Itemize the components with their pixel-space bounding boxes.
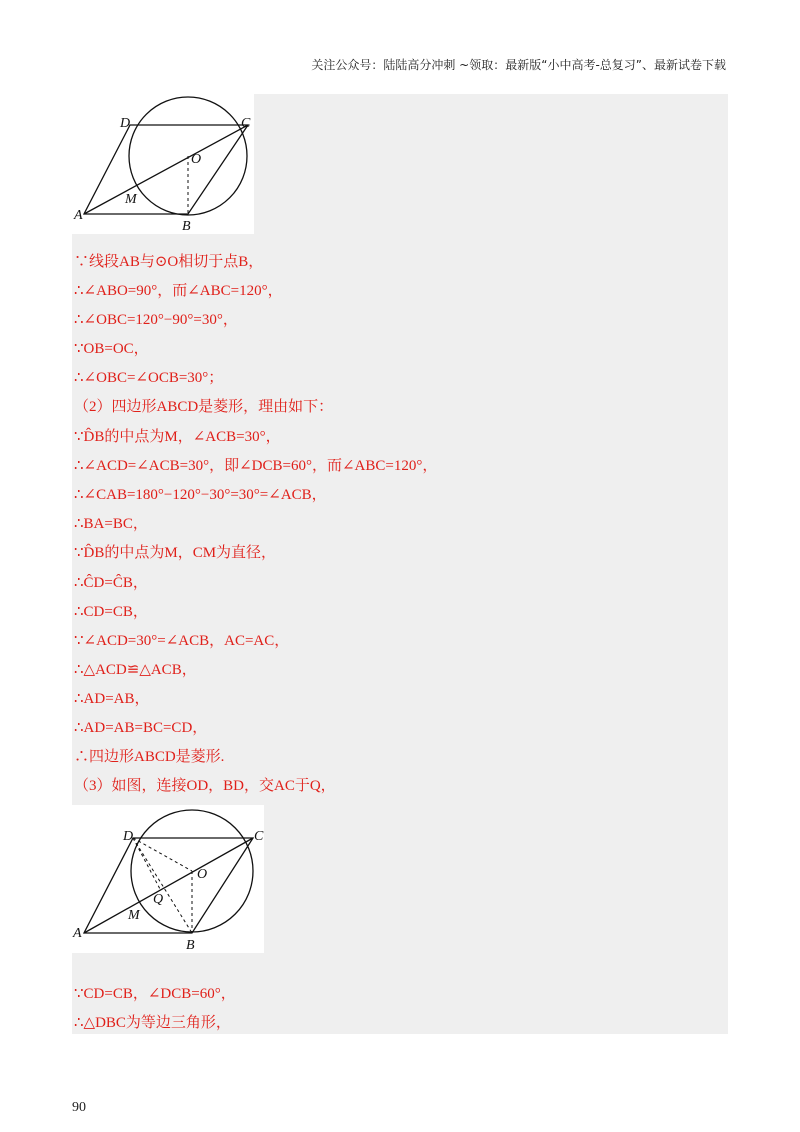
- solution-line: ∴△DBC为等边三角形，: [74, 1015, 231, 1031]
- page-header: 关注公众号：陆陆高分冲刺 ~领取：最新版“小中高考-总复习”、最新试卷下载: [311, 58, 726, 72]
- label-b: B: [182, 219, 191, 234]
- segment-bd: [133, 838, 192, 933]
- label-c: C: [241, 116, 251, 131]
- label-d: D: [120, 116, 131, 131]
- solution-line: ∵D̂B的中点为M，∠ACB=30°，: [74, 429, 281, 445]
- page-number: 90: [72, 1100, 86, 1115]
- solution-line: ∴∠OBC=∠OCB=30°；: [74, 370, 224, 386]
- segment-dq: [133, 838, 160, 889]
- label-d: D: [123, 829, 134, 844]
- label-b: B: [186, 938, 195, 953]
- solution-line: ∵CD=CB，∠DCB=60°，: [74, 986, 236, 1002]
- solution-line: ∴ĈD=ĈB，: [74, 575, 148, 591]
- label-m: M: [125, 192, 137, 207]
- solution-line: ∴CD=CB，: [74, 604, 148, 620]
- diagonal-ac: [84, 838, 253, 933]
- solution-line: ∴∠ACD=∠ACB=30°，即∠DCB=60°，而∠ABC=120°，: [74, 458, 438, 474]
- solution-line: ∵线段AB与⊙O相切于点B，: [74, 254, 264, 270]
- geometry-figure-1: [72, 94, 254, 234]
- solution-line: ∴∠ABO=90°，而∠ABC=120°，: [74, 283, 283, 299]
- solution-line: （2）四边形ABCD是菱形，理由如下：: [74, 399, 334, 415]
- label-m: M: [128, 908, 140, 923]
- solution-line: ∴△ACD≌△ACB，: [74, 662, 197, 678]
- solution-line: ∴AD=AB，: [74, 691, 150, 707]
- label-a: A: [73, 926, 82, 941]
- solution-line: ∴BA=BC，: [74, 516, 148, 532]
- solution-line: ∴四边形ABCD是菱形.: [74, 749, 225, 765]
- label-a: A: [74, 208, 83, 223]
- label-o: O: [197, 867, 208, 882]
- label-c: C: [254, 829, 264, 844]
- label-o: O: [191, 152, 202, 167]
- solution-line: ∴∠OBC=120°−90°=30°，: [74, 312, 238, 328]
- solution-line: ∵∠ACD=30°=∠ACB，AC=AC，: [74, 633, 290, 649]
- diagonal-ac: [84, 125, 248, 214]
- solution-line: ∴AD=AB=BC=CD，: [74, 720, 208, 736]
- solution-line: ∴∠CAB=180°−120°−30°=30°=∠ACB，: [74, 487, 327, 503]
- geometry-figure-2: [72, 805, 264, 953]
- solution-line: ∵D̂B的中点为M，CM为直径，: [74, 545, 277, 561]
- solution-line: （3）如图，连接OD，BD，交AC于Q，: [74, 778, 336, 794]
- label-q: Q: [153, 892, 164, 907]
- solution-line: ∵OB=OC，: [74, 341, 149, 357]
